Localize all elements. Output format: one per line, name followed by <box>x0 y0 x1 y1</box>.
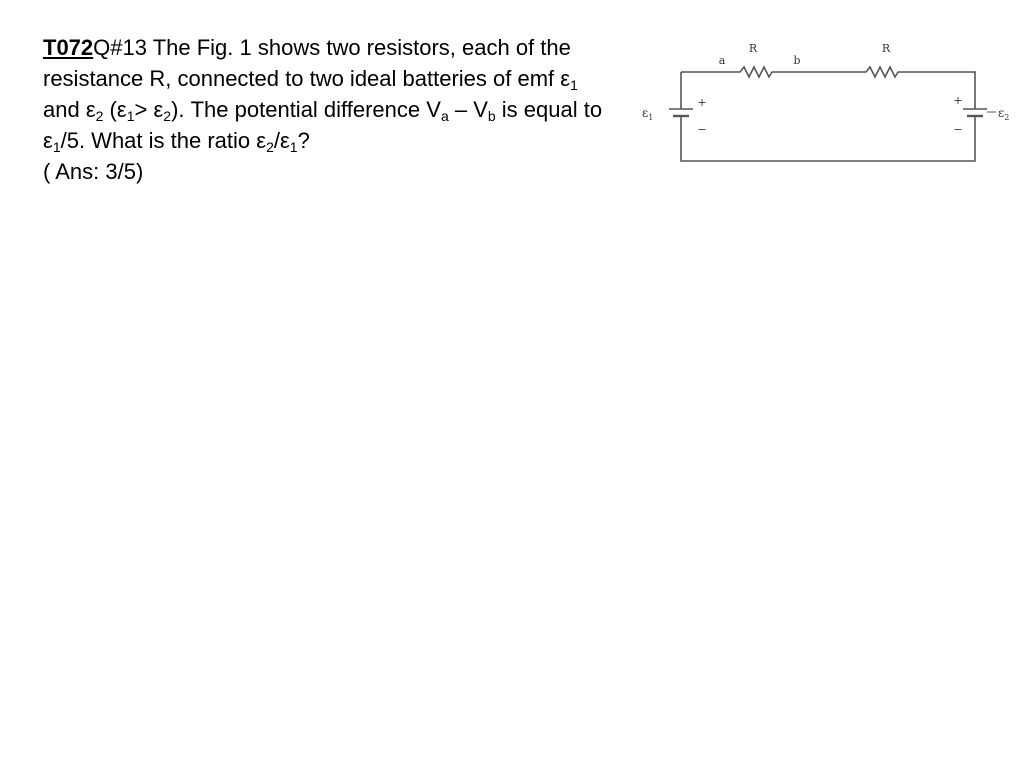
problem-text-part: (ε <box>103 97 127 122</box>
answer-text: ( Ans: 3/5) <box>43 159 144 184</box>
subscript: 1 <box>126 108 135 124</box>
top-wire <box>681 67 975 100</box>
battery-left-minus: − <box>697 123 707 136</box>
problem-text-part: and ε <box>43 97 96 122</box>
subscript: a <box>440 108 449 124</box>
subscript: 2 <box>95 108 104 124</box>
battery-right-minus: − <box>953 123 963 136</box>
problem-text-part: /5. What is the ratio ε <box>60 128 267 153</box>
subscript: b <box>487 108 496 124</box>
emf-2-label: $\varepsilon_2$ <box>998 106 1010 122</box>
subscript: 1 <box>289 139 298 155</box>
emf-1-label: $\varepsilon_1$ <box>642 106 654 122</box>
problem-text-part: ). The potential difference V <box>171 97 441 122</box>
circuit-wires <box>669 67 996 161</box>
problem-text-part: ? <box>297 128 310 153</box>
node-label-b: b <box>793 54 801 67</box>
circuit-diagram <box>636 36 1020 168</box>
subscript: 2 <box>266 139 274 155</box>
problem-text-part: > ε <box>134 97 164 122</box>
subscript: 1 <box>570 77 578 93</box>
problem-text-part: /ε <box>273 128 290 153</box>
node-label-a: a <box>718 54 726 67</box>
problem-text <box>43 32 603 156</box>
problem-text-part: The Fig. 1 shows two resistors, each of the resistance R, connected to two ideal batteries of emf ε <box>43 35 571 91</box>
resistor-label-1: R <box>748 42 758 55</box>
battery-right-plus: + <box>953 94 963 107</box>
battery-left-plus: + <box>697 96 707 109</box>
question-number: Q#13 <box>93 35 147 60</box>
subscript: 1 <box>52 139 61 155</box>
resistor-label-2: R <box>881 42 891 55</box>
problem-text-part: – V <box>448 97 488 122</box>
left-wire-lower <box>681 118 975 161</box>
problem-statement <box>43 32 603 187</box>
subscript: 2 <box>163 108 172 124</box>
problem-text-part: is equal to ε <box>43 97 603 153</box>
circuit-figure <box>636 36 1020 168</box>
problem-code: T072 <box>43 35 94 60</box>
